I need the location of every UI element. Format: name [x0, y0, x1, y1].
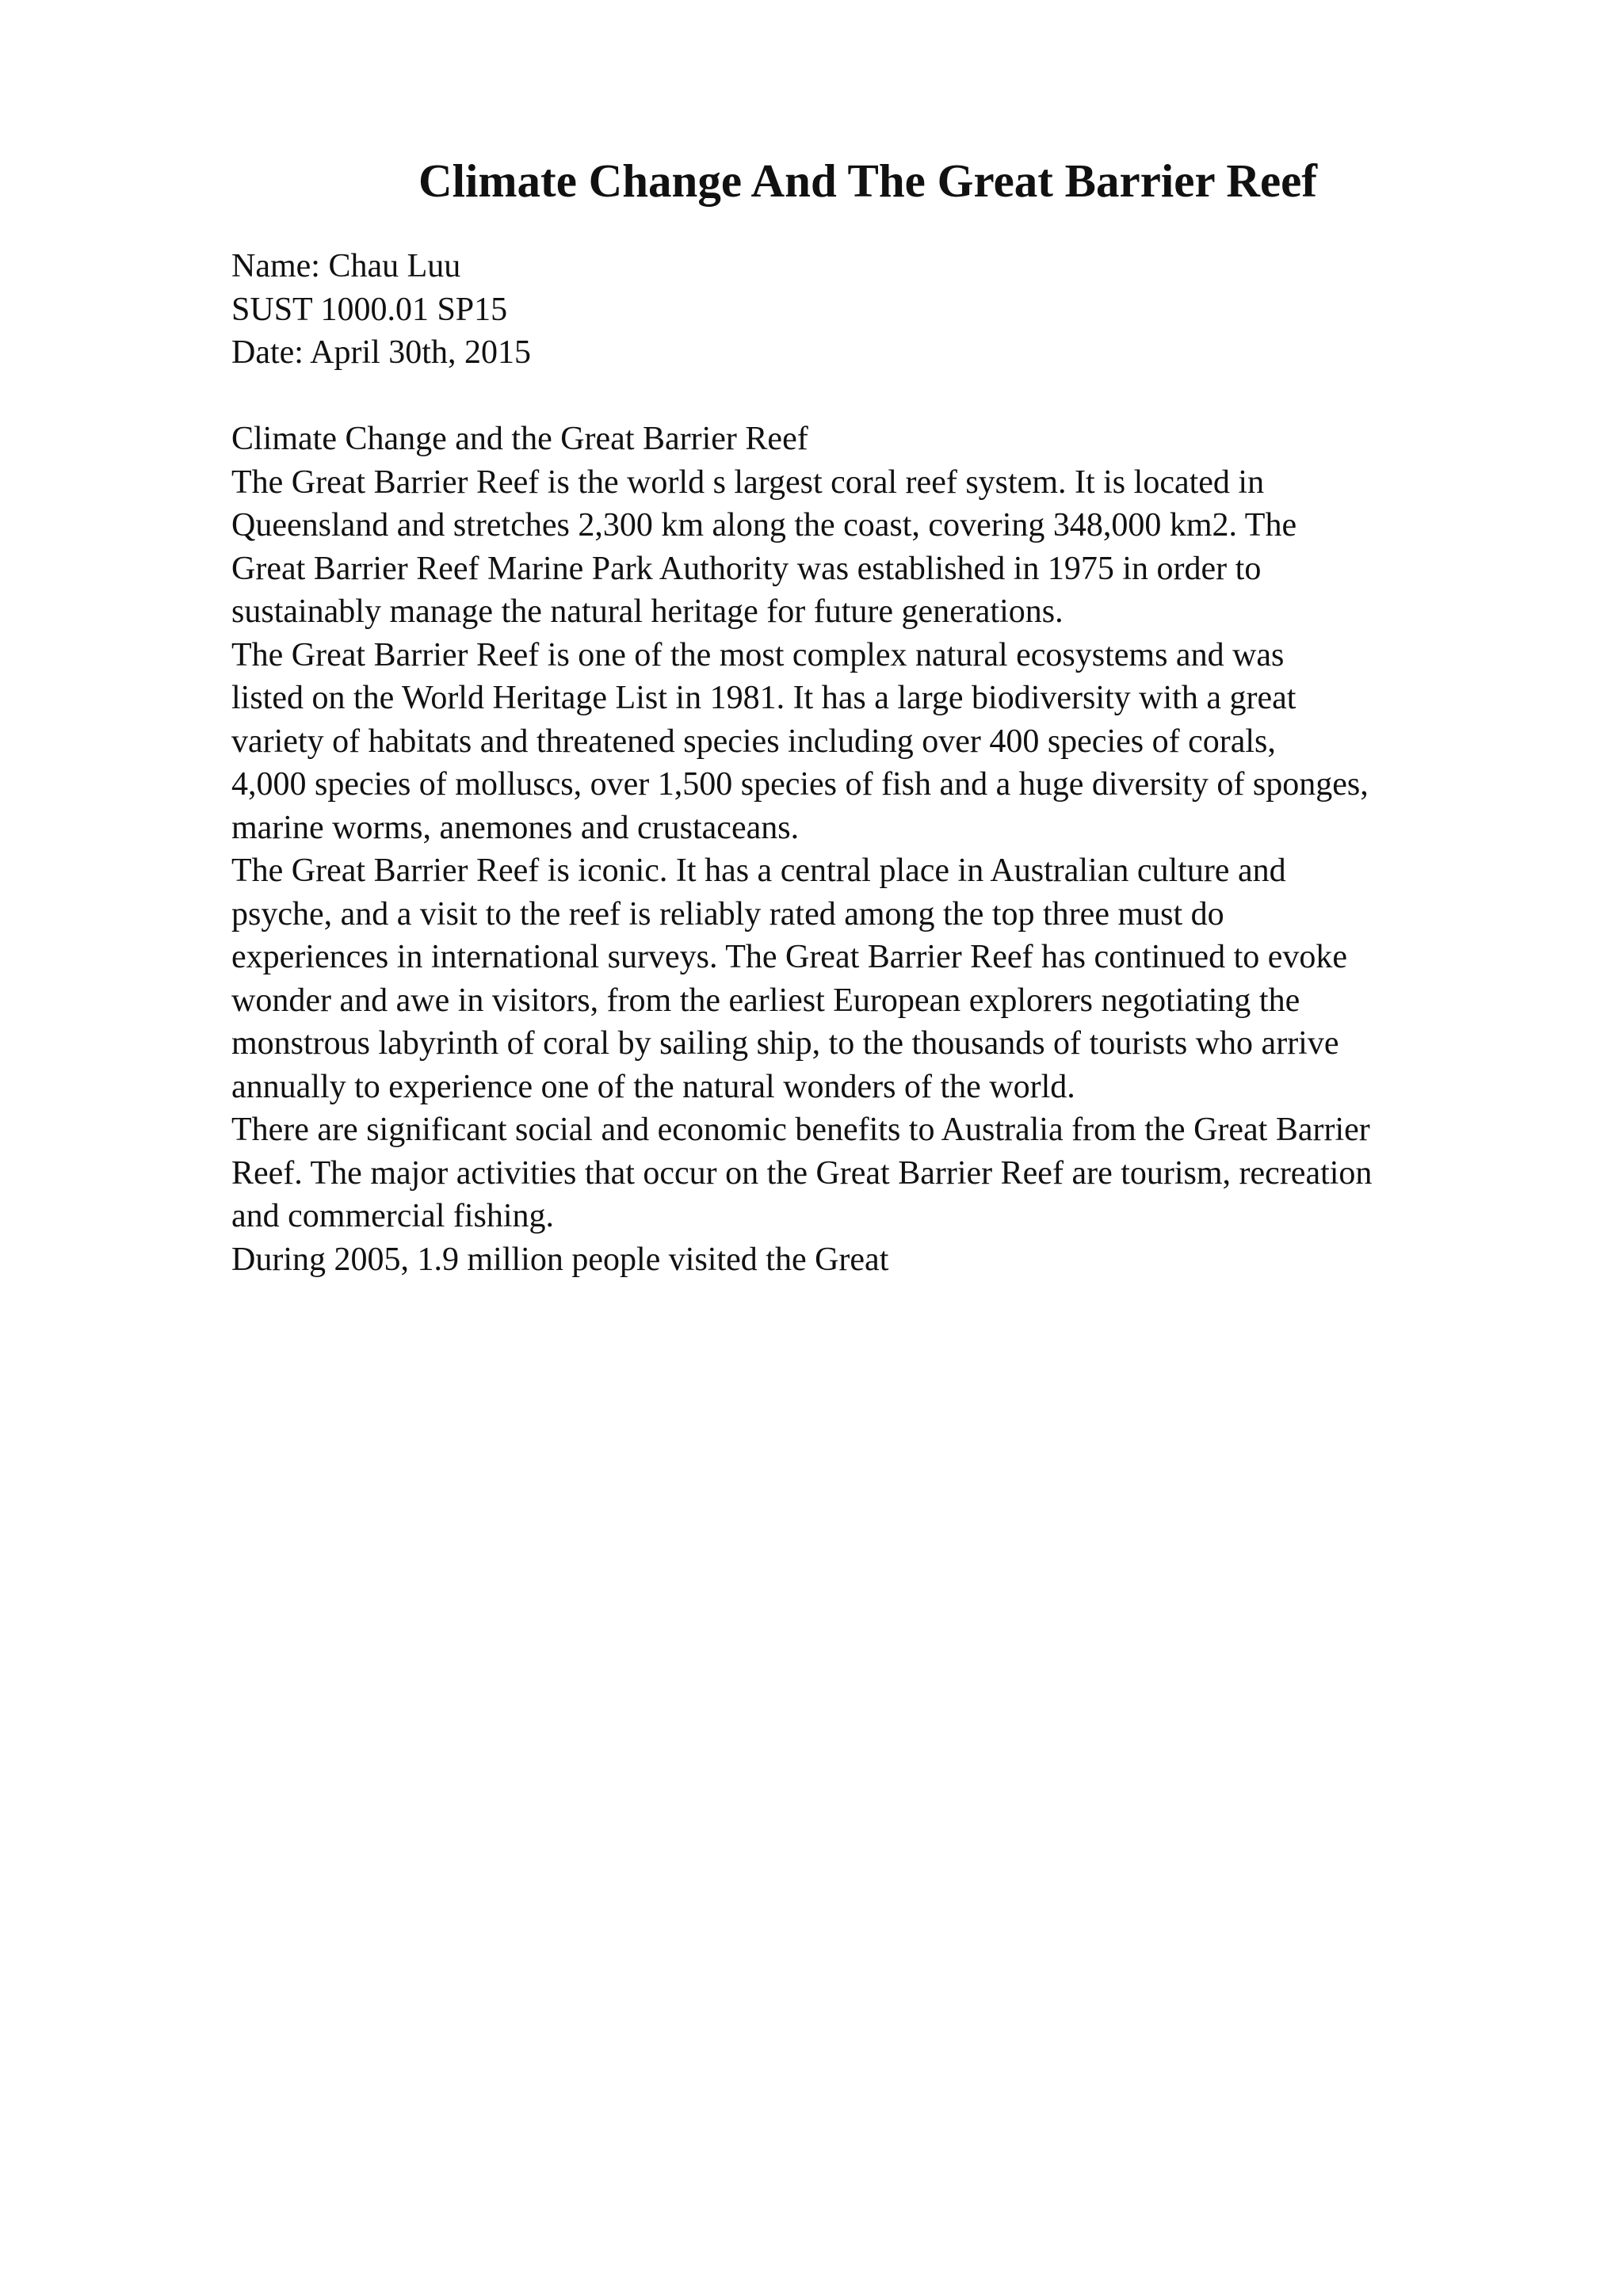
- text-line: Great Barrier Reef Marine Park Authority was established in 1975 in order to: [231, 550, 1262, 587]
- text-line: 4,000 species of molluscs, over 1,500 species of fish and a huge diversity of sponges,: [231, 766, 1369, 803]
- text-line: listed on the World Heritage List in 1981. It has a large biodiversity with a great: [231, 680, 1296, 716]
- text-line: Reef. The major activities that occur on the Great Barrier Reef are tourism, recreation: [231, 1154, 1373, 1192]
- text-line: wonder and awe in visitors, from the earliest European explorers negotiating the: [231, 982, 1300, 1019]
- author-name: Name: Chau Luu: [231, 248, 461, 284]
- text-line: psyche, and a visit to the reef is reliably rated among the top three must do: [231, 895, 1224, 933]
- section-heading: Climate Change and the Great Barrier Reef: [231, 421, 808, 457]
- text-line: There are significant social and economic benefits to Australia from the Great Barrier: [231, 1112, 1370, 1148]
- document-date: Date: April 30th, 2015: [231, 334, 531, 371]
- document-title: Climate Change And The Great Barrier Reef: [418, 154, 1317, 207]
- text-line: monstrous labyrinth of coral by sailing ship, to the thousands of tourists who arrive: [231, 1025, 1339, 1062]
- text-line: The Great Barrier Reef is the world s largest coral reef system. It is located in: [231, 463, 1265, 501]
- text-line: Queensland and stretches 2,300 km along the coast, covering 348,000 km2. The: [231, 507, 1297, 543]
- course-code: SUST 1000.01 SP15: [231, 291, 508, 328]
- text-line: During 2005, 1.9 million people visited the Great: [231, 1241, 889, 1278]
- text-line: sustainably manage the natural heritage for future generations.: [231, 593, 1064, 630]
- text-line: and commercial fishing.: [231, 1198, 555, 1234]
- paragraph-gap: [231, 375, 1579, 418]
- text-line: variety of habitats and threatened species including over 400 species of corals,: [231, 723, 1276, 760]
- document-body: [231, 245, 1579, 1281]
- text-line: The Great Barrier Reef is one of the most complex natural ecosystems and was: [231, 636, 1285, 673]
- text-line: annually to experience one of the natural wonders of the world.: [231, 1068, 1075, 1105]
- text-line: The Great Barrier Reef is iconic. It has a central place in Australian culture and: [231, 852, 1286, 889]
- text-line: experiences in international surveys. The Great Barrier Reef has continued to evoke: [231, 939, 1348, 975]
- text-line: marine worms, anemones and crustaceans.: [231, 809, 800, 846]
